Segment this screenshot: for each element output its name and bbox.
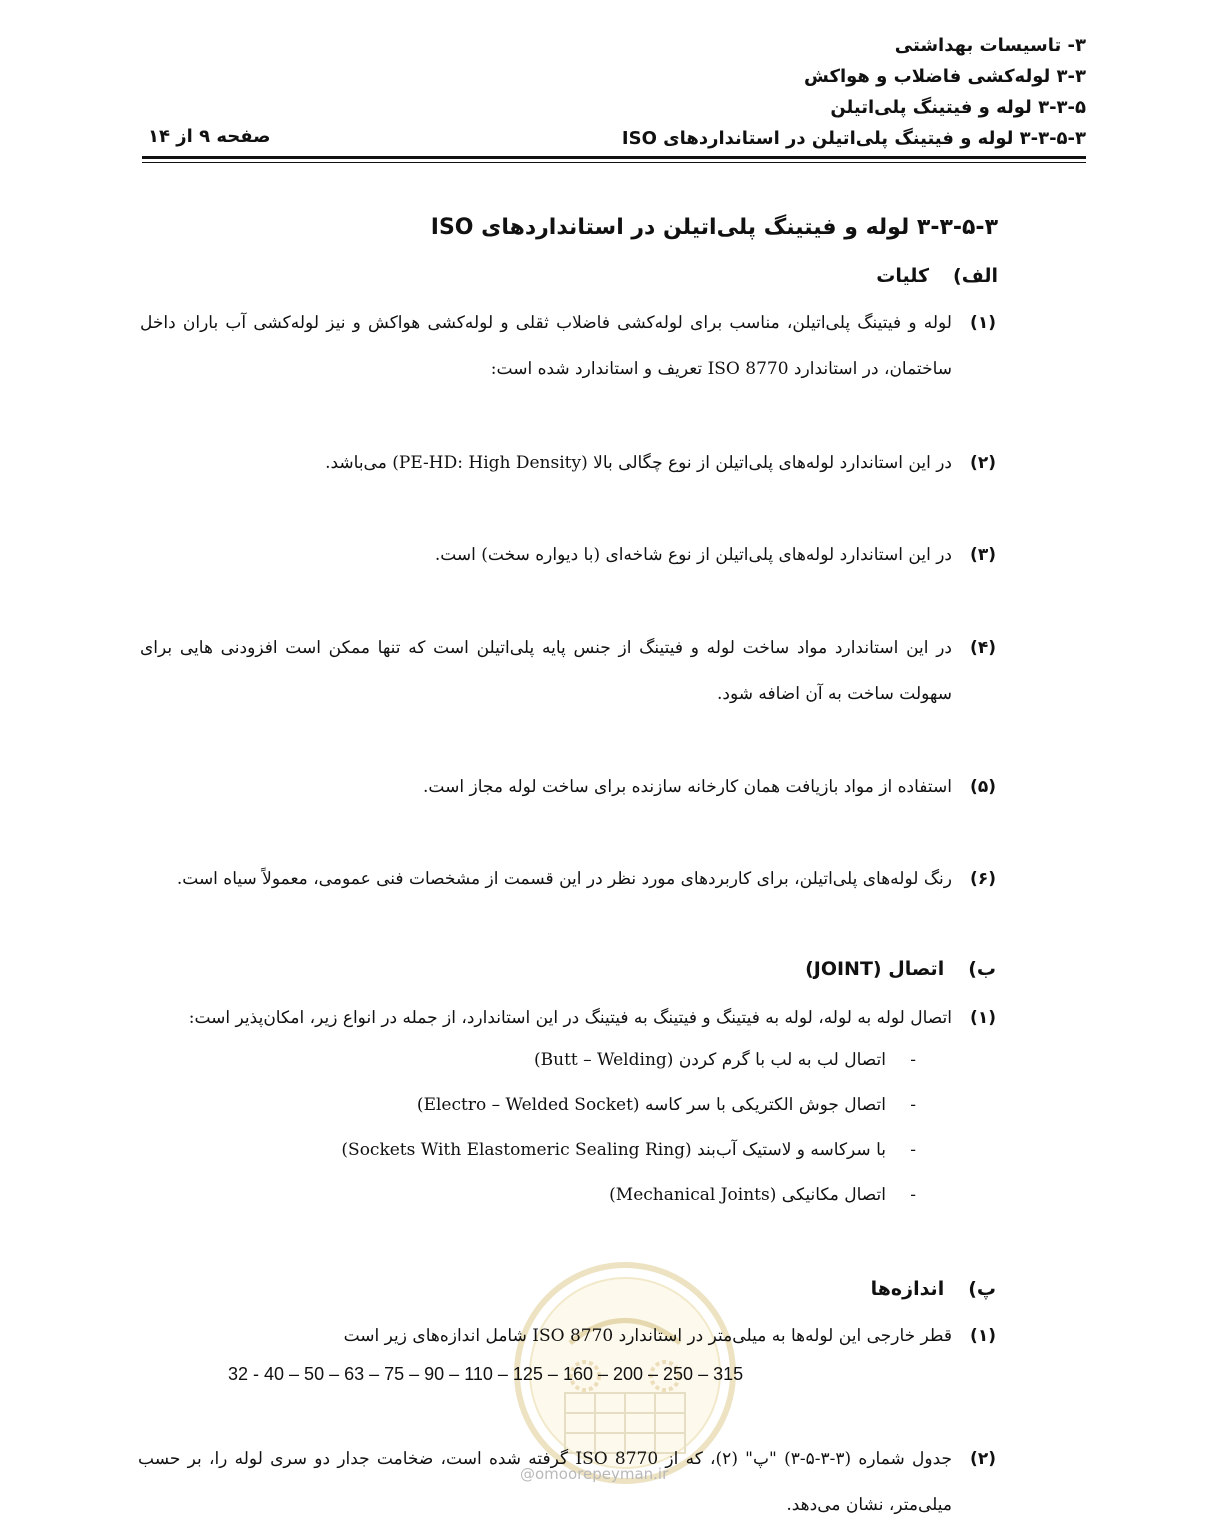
running-header <box>142 30 1086 154</box>
list-item <box>140 856 996 902</box>
item-text: لوله و فیتینگ پلی‌اتیلن، مناسب برای لوله‌کشی فاضلاب ثقلی و لوله‌کشی هواکش و نیز لوله‌کشی آب باران داخل ساختمان، در استاندارد ISO 8770 تعریف و استاندارد شده است: <box>140 313 952 379</box>
section-title: ۳-۳-۵-۳ لوله و فیتینگ پلی‌اتیلن در استانداردهای ISO <box>430 215 998 240</box>
bullet-dash: - <box>910 1185 916 1205</box>
bullet-dash: - <box>910 1050 916 1070</box>
list-item <box>140 440 996 486</box>
item-number: (۴) <box>970 638 996 658</box>
item-text: جدول شماره (۳-۳-۵-۳) "پ" (۲)، که از ISO 8770 گرفته شده است، ضخامت جدار دو سری لوله را، بر حسب میلی‌متر، نشان می‌دهد. <box>138 1449 953 1515</box>
subsection-b-label: ب) <box>968 958 996 980</box>
bullet-text: اتصال جوش الکتریکی با سر کاسه (Electro – Welded Socket) <box>416 1095 886 1115</box>
item-number: (۲) <box>970 453 996 473</box>
header-line-4: ۳-۳-۵-۳ لوله و فیتینگ پلی‌اتیلن در استانداردهای ISO <box>621 128 1086 149</box>
item-number: (۳) <box>970 545 996 565</box>
header-line-2: ۳-۳ لوله‌کشی فاضلاب و هواکش <box>804 66 1086 87</box>
item-text: اتصال لوله به لوله، لوله به فیتینگ و فیتینگ به فیتینگ در این استاندارد، از جمله در انواع زیر، امکان‌پذیر است: <box>188 1008 952 1028</box>
item-number: (۱) <box>970 313 996 333</box>
item-number: (۱) <box>970 1326 996 1346</box>
list-item <box>140 532 996 578</box>
subsection-a-title: کلیات <box>876 265 930 287</box>
item-text: قطر خارجی این لوله‌ها به میلی‌متر در استاندارد ISO 8770 شامل اندازه‌های زیر است <box>343 1326 952 1346</box>
list-item <box>140 764 996 810</box>
bullet-item <box>609 1185 916 1205</box>
bullet-text: اتصال مکانیکی (Mechanical Joints) <box>609 1185 886 1205</box>
bullet-item <box>341 1140 916 1160</box>
watermark-url: @omoorepeyman.ir <box>520 1465 669 1483</box>
header-line-3: ۳-۳-۵ لوله و فیتینگ پلی‌اتیلن <box>830 97 1086 118</box>
subsection-c-title: اندازه‌ها <box>870 1278 945 1300</box>
subsection-c-heading <box>871 1278 996 1300</box>
page-number: صفحه ۹ از ۱۴ <box>148 126 271 147</box>
item-number: (۱) <box>970 1008 996 1028</box>
list-item <box>140 1313 996 1359</box>
item-number: (۶) <box>970 869 996 889</box>
subsection-b-heading <box>805 958 996 980</box>
bullet-text: اتصال لب به لب با گرم کردن (Butt – Welding) <box>533 1050 886 1070</box>
bullet-dash: - <box>910 1140 916 1160</box>
pipe-sizes-list: 32 - 40 – 50 – 63 – 75 – 90 – 110 – 125 – 160 – 200 – 250 – 315 <box>228 1364 744 1384</box>
bullet-item <box>534 1050 916 1070</box>
list-item <box>140 300 996 392</box>
list-item <box>140 995 996 1041</box>
item-text: استفاده از مواد بازیافت همان کارخانه سازنده برای ساخت لوله مجاز است. <box>423 777 952 797</box>
header-rule-thick <box>142 156 1086 159</box>
bullet-item <box>417 1095 916 1115</box>
subsection-c-label: پ) <box>968 1278 996 1300</box>
bullet-text: با سرکاسه و لاستیک آب‌بند (Sockets With Elastomeric Sealing Ring) <box>341 1140 886 1160</box>
list-item <box>140 625 996 717</box>
item-text: در این استاندارد مواد ساخت لوله و فیتینگ از جنس پایه پلی‌اتیلن است که تنها ممکن است افزودنی هایی برای سهولت ساخت به آن اضافه شود. <box>140 638 952 704</box>
item-text: در این استاندارد لوله‌های پلی‌اتیلن از نوع شاخه‌ای (با دیواره سخت) است. <box>434 545 952 565</box>
item-text: رنگ لوله‌های پلی‌اتیلن، برای کاربردهای مورد نظر در این قسمت از مشخصات فنی عمومی، معمولاً سیاه است. <box>176 869 952 889</box>
subsection-a-heading <box>876 265 998 287</box>
item-number: (۲) <box>970 1449 996 1469</box>
subsection-a-label: الف) <box>953 265 998 287</box>
header-rule-thin <box>142 162 1086 163</box>
subsection-b-title: اتصال (JOINT) <box>805 958 945 980</box>
item-text: در این استاندارد لوله‌های پلی‌اتیلن از نوع چگالی بالا (PE-HD: High Density) می‌باشد. <box>325 453 952 473</box>
bullet-dash: - <box>910 1095 916 1115</box>
header-line-1: ۳- تاسیسات بهداشتی <box>894 35 1086 56</box>
item-number: (۵) <box>970 777 996 797</box>
